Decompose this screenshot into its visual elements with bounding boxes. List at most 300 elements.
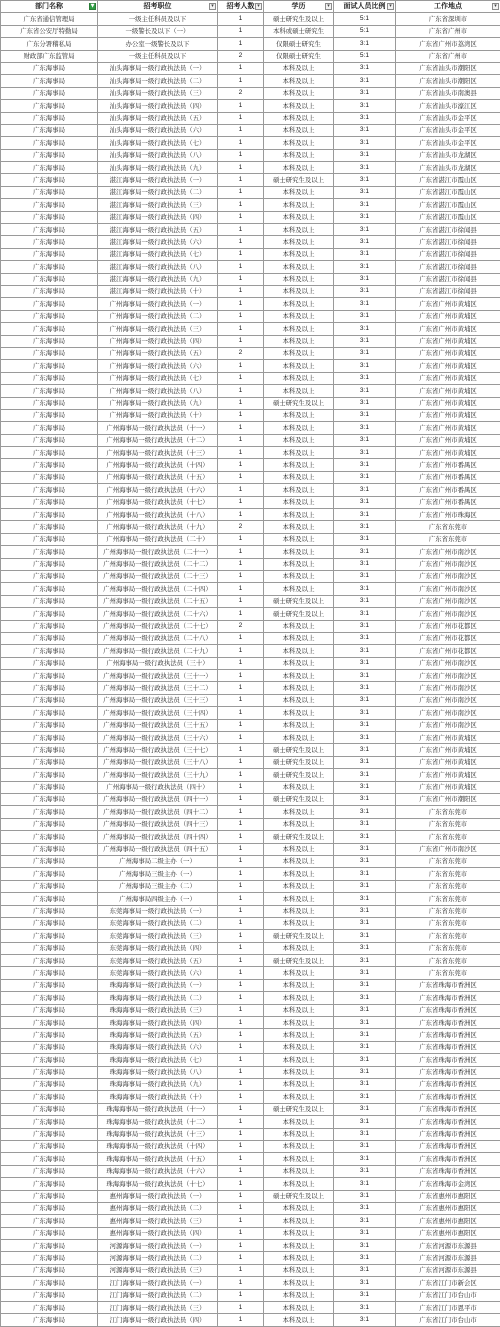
cell-department[interactable]: 广东海事局 bbox=[1, 248, 98, 260]
cell-position[interactable]: 汕头海事局一级行政执法员（五） bbox=[98, 112, 218, 124]
cell-location[interactable]: 广东省广州市黄埔区 bbox=[396, 732, 500, 744]
cell-location[interactable]: 广东省河源市东源县 bbox=[396, 1252, 500, 1264]
cell-count[interactable]: 1 bbox=[218, 880, 264, 892]
cell-location[interactable]: 广东省惠州市惠阳区 bbox=[396, 1190, 500, 1202]
cell-count[interactable]: 1 bbox=[218, 248, 264, 260]
cell-location[interactable]: 广东省广州市黄埔区 bbox=[396, 372, 500, 384]
cell-count[interactable]: 1 bbox=[218, 967, 264, 979]
cell-location[interactable]: 广东省东莞市 bbox=[396, 818, 500, 830]
cell-location[interactable]: 广东省广州市 bbox=[396, 25, 500, 37]
cell-interview-ratio[interactable]: 3:1 bbox=[334, 694, 396, 706]
cell-interview-ratio[interactable]: 3:1 bbox=[334, 1302, 396, 1314]
cell-education[interactable]: 硕士研究生及以上 bbox=[264, 955, 334, 967]
cell-position[interactable]: 广州海事局一级行政执法员（九） bbox=[98, 397, 218, 409]
cell-interview-ratio[interactable]: 5:1 bbox=[334, 50, 396, 62]
cell-interview-ratio[interactable]: 3:1 bbox=[334, 1165, 396, 1177]
cell-location[interactable]: 广东省珠海市香洲区 bbox=[396, 1091, 500, 1103]
cell-location[interactable]: 广东省东莞市 bbox=[396, 880, 500, 892]
cell-department[interactable]: 广东海事局 bbox=[1, 273, 98, 285]
cell-count[interactable]: 1 bbox=[218, 484, 264, 496]
cell-position[interactable]: 珠海海事局一级行政执法员（十六） bbox=[98, 1165, 218, 1177]
cell-count[interactable]: 1 bbox=[218, 645, 264, 657]
cell-department[interactable]: 广东海事局 bbox=[1, 236, 98, 248]
cell-department[interactable]: 广东海事局 bbox=[1, 756, 98, 768]
cell-count[interactable]: 1 bbox=[218, 992, 264, 1004]
cell-location[interactable]: 广东省东莞市 bbox=[396, 955, 500, 967]
cell-education[interactable]: 本科及以上 bbox=[264, 496, 334, 508]
cell-education[interactable]: 本科及以上 bbox=[264, 1017, 334, 1029]
cell-count[interactable]: 1 bbox=[218, 62, 264, 74]
cell-position[interactable]: 广州海事局一级行政执法员（四十二） bbox=[98, 806, 218, 818]
cell-location[interactable]: 广东省广州市珠海区 bbox=[396, 509, 500, 521]
cell-position[interactable]: 广州海事局一级行政执法员（三十八） bbox=[98, 756, 218, 768]
cell-interview-ratio[interactable]: 3:1 bbox=[334, 794, 396, 806]
cell-count[interactable]: 1 bbox=[218, 1165, 264, 1177]
cell-position[interactable]: 湛江海事局一级行政执法员（七） bbox=[98, 248, 218, 260]
cell-count[interactable]: 1 bbox=[218, 1202, 264, 1214]
cell-education[interactable]: 硕士研究生及以上 bbox=[264, 13, 334, 25]
cell-department[interactable]: 广东海事局 bbox=[1, 471, 98, 483]
cell-location[interactable]: 广东省广州市南沙区 bbox=[396, 546, 500, 558]
cell-count[interactable]: 1 bbox=[218, 13, 264, 25]
cell-education[interactable]: 本科及以上 bbox=[264, 645, 334, 657]
cell-department[interactable]: 广东海事局 bbox=[1, 298, 98, 310]
cell-interview-ratio[interactable]: 3:1 bbox=[334, 434, 396, 446]
cell-location[interactable]: 广东省汕头市金平区 bbox=[396, 124, 500, 136]
cell-department[interactable]: 广东海事局 bbox=[1, 1116, 98, 1128]
cell-position[interactable]: 东莞海事局一级行政执法员（六） bbox=[98, 967, 218, 979]
cell-interview-ratio[interactable]: 3:1 bbox=[334, 670, 396, 682]
cell-location[interactable]: 广东省珠海市香洲区 bbox=[396, 1066, 500, 1078]
cell-position[interactable]: 广州海事局一级行政执法员（二十六） bbox=[98, 608, 218, 620]
cell-count[interactable]: 1 bbox=[218, 1029, 264, 1041]
cell-department[interactable]: 广东海事局 bbox=[1, 310, 98, 322]
cell-count[interactable]: 1 bbox=[218, 732, 264, 744]
cell-interview-ratio[interactable]: 3:1 bbox=[334, 967, 396, 979]
cell-interview-ratio[interactable]: 3:1 bbox=[334, 645, 396, 657]
cell-department[interactable]: 广东海事局 bbox=[1, 211, 98, 223]
cell-position[interactable]: 广州海事局一级行政执法员（五） bbox=[98, 347, 218, 359]
cell-location[interactable]: 广东省广州市潮阳区 bbox=[396, 794, 500, 806]
cell-department[interactable]: 广东海事局 bbox=[1, 323, 98, 335]
cell-education[interactable]: 本科及以上 bbox=[264, 360, 334, 372]
cell-interview-ratio[interactable]: 3:1 bbox=[334, 806, 396, 818]
cell-count[interactable]: 1 bbox=[218, 372, 264, 384]
cell-position[interactable]: 广州海事局一级行政执法员（三十七） bbox=[98, 744, 218, 756]
cell-department[interactable]: 广东海事局 bbox=[1, 818, 98, 830]
cell-interview-ratio[interactable]: 3:1 bbox=[334, 137, 396, 149]
cell-education[interactable]: 本科及以上 bbox=[264, 1078, 334, 1090]
cell-interview-ratio[interactable]: 3:1 bbox=[334, 1289, 396, 1301]
cell-location[interactable]: 广东省珠海市香洲区 bbox=[396, 1041, 500, 1053]
cell-interview-ratio[interactable]: 3:1 bbox=[334, 546, 396, 558]
cell-location[interactable]: 广东省广州市黄埔区 bbox=[396, 360, 500, 372]
cell-education[interactable]: 硕士研究生及以上 bbox=[264, 1103, 334, 1115]
cell-position[interactable]: 广州海事局一级行政执法员（八） bbox=[98, 385, 218, 397]
cell-interview-ratio[interactable]: 3:1 bbox=[334, 893, 396, 905]
cell-location[interactable]: 广东省惠州市惠阳区 bbox=[396, 1215, 500, 1227]
cell-count[interactable]: 1 bbox=[218, 1190, 264, 1202]
cell-count[interactable]: 1 bbox=[218, 608, 264, 620]
cell-position[interactable]: 广州海事局一级行政执法员（二十） bbox=[98, 533, 218, 545]
cell-department[interactable]: 广东海事局 bbox=[1, 1029, 98, 1041]
cell-education[interactable]: 本科及以上 bbox=[264, 942, 334, 954]
cell-count[interactable]: 1 bbox=[218, 174, 264, 186]
cell-education[interactable]: 硕士研究生及以上 bbox=[264, 930, 334, 942]
cell-interview-ratio[interactable]: 3:1 bbox=[334, 1190, 396, 1202]
cell-department[interactable]: 广东海事局 bbox=[1, 149, 98, 161]
cell-education[interactable]: 本科及以上 bbox=[264, 880, 334, 892]
cell-position[interactable]: 广州海事局一级行政执法员（三十一） bbox=[98, 670, 218, 682]
cell-interview-ratio[interactable]: 3:1 bbox=[334, 261, 396, 273]
cell-department[interactable]: 广东海事局 bbox=[1, 1091, 98, 1103]
cell-location[interactable]: 广东省广州市黄埔区 bbox=[396, 434, 500, 446]
cell-interview-ratio[interactable]: 3:1 bbox=[334, 471, 396, 483]
cell-position[interactable]: 广州海事局三级主办（二） bbox=[98, 880, 218, 892]
cell-education[interactable]: 本科及以上 bbox=[264, 1252, 334, 1264]
cell-count[interactable]: 2 bbox=[218, 521, 264, 533]
cell-count[interactable]: 1 bbox=[218, 261, 264, 273]
cell-position[interactable]: 广州海事局二级主办（一） bbox=[98, 855, 218, 867]
cell-department[interactable]: 广东海事局 bbox=[1, 893, 98, 905]
cell-department[interactable]: 广东海事局 bbox=[1, 868, 98, 880]
column-header-location[interactable] bbox=[396, 1, 500, 13]
cell-department[interactable]: 广东海事局 bbox=[1, 769, 98, 781]
cell-interview-ratio[interactable]: 3:1 bbox=[334, 323, 396, 335]
cell-interview-ratio[interactable]: 3:1 bbox=[334, 100, 396, 112]
cell-education[interactable]: 本科及以上 bbox=[264, 248, 334, 260]
cell-department[interactable]: 广东海事局 bbox=[1, 682, 98, 694]
cell-interview-ratio[interactable]: 3:1 bbox=[334, 732, 396, 744]
cell-education[interactable]: 本科及以上 bbox=[264, 124, 334, 136]
cell-department[interactable]: 广东海事局 bbox=[1, 162, 98, 174]
cell-education[interactable]: 本科及以上 bbox=[264, 335, 334, 347]
cell-count[interactable]: 1 bbox=[218, 632, 264, 644]
cell-department[interactable]: 广东海事局 bbox=[1, 1041, 98, 1053]
cell-department[interactable]: 广东海事局 bbox=[1, 509, 98, 521]
cell-education[interactable]: 本科及以上 bbox=[264, 459, 334, 471]
cell-education[interactable]: 本科及以上 bbox=[264, 434, 334, 446]
cell-count[interactable]: 1 bbox=[218, 335, 264, 347]
cell-department[interactable]: 广东海事局 bbox=[1, 955, 98, 967]
cell-position[interactable]: 广州海事局一级行政执法员（二十七） bbox=[98, 620, 218, 632]
cell-location[interactable]: 广东省广州市番禺区 bbox=[396, 484, 500, 496]
cell-department[interactable]: 广东海事局 bbox=[1, 347, 98, 359]
cell-interview-ratio[interactable]: 3:1 bbox=[334, 335, 396, 347]
cell-education[interactable]: 硕士研究生及以上 bbox=[264, 794, 334, 806]
cell-location[interactable]: 广东省珠海市香洲区 bbox=[396, 979, 500, 991]
cell-education[interactable]: 本科及以上 bbox=[264, 707, 334, 719]
cell-education[interactable]: 本科及以上 bbox=[264, 868, 334, 880]
cell-position[interactable]: 东莞海事局一级行政执法员（五） bbox=[98, 955, 218, 967]
cell-interview-ratio[interactable]: 3:1 bbox=[334, 1202, 396, 1214]
cell-interview-ratio[interactable]: 3:1 bbox=[334, 657, 396, 669]
cell-interview-ratio[interactable]: 3:1 bbox=[334, 930, 396, 942]
cell-education[interactable]: 本科及以上 bbox=[264, 1165, 334, 1177]
cell-education[interactable]: 本科及以上 bbox=[264, 1240, 334, 1252]
cell-position[interactable]: 珠海海事局一级行政执法员（七） bbox=[98, 1054, 218, 1066]
cell-position[interactable]: 广州海事局三级主办（一） bbox=[98, 868, 218, 880]
cell-position[interactable]: 珠海海事局一级行政执法员（十二） bbox=[98, 1116, 218, 1128]
cell-education[interactable]: 本科及以上 bbox=[264, 149, 334, 161]
cell-education[interactable]: 硕士研究生及以上 bbox=[264, 608, 334, 620]
cell-education[interactable]: 本科及以上 bbox=[264, 1029, 334, 1041]
cell-position[interactable]: 珠海海事局一级行政执法员（十） bbox=[98, 1091, 218, 1103]
cell-count[interactable]: 1 bbox=[218, 657, 264, 669]
cell-education[interactable]: 本科及以上 bbox=[264, 732, 334, 744]
cell-location[interactable]: 广东省广州市花都区 bbox=[396, 620, 500, 632]
cell-location[interactable]: 广东省广州市番禺区 bbox=[396, 471, 500, 483]
cell-location[interactable]: 广东省珠海市香洲区 bbox=[396, 1140, 500, 1152]
cell-department[interactable]: 广东省通信管理局 bbox=[1, 13, 98, 25]
cell-interview-ratio[interactable]: 3:1 bbox=[334, 1041, 396, 1053]
cell-interview-ratio[interactable]: 3:1 bbox=[334, 372, 396, 384]
cell-department[interactable]: 广东海事局 bbox=[1, 831, 98, 843]
cell-department[interactable]: 广东海事局 bbox=[1, 694, 98, 706]
cell-position[interactable]: 广州海事局一级行政执法员（十八） bbox=[98, 509, 218, 521]
cell-interview-ratio[interactable]: 3:1 bbox=[334, 459, 396, 471]
cell-education[interactable]: 本科及以上 bbox=[264, 261, 334, 273]
cell-education[interactable]: 本科及以上 bbox=[264, 298, 334, 310]
cell-interview-ratio[interactable]: 3:1 bbox=[334, 236, 396, 248]
cell-location[interactable]: 广东省广州市番禺区 bbox=[396, 496, 500, 508]
cell-count[interactable]: 1 bbox=[218, 670, 264, 682]
cell-position[interactable]: 湛江海事局一级行政执法员（六） bbox=[98, 236, 218, 248]
cell-interview-ratio[interactable]: 3:1 bbox=[334, 174, 396, 186]
cell-position[interactable]: 广州海事局一级行政执法员（三十二） bbox=[98, 682, 218, 694]
cell-education[interactable]: 本科及以上 bbox=[264, 422, 334, 434]
cell-education[interactable]: 本科及以上 bbox=[264, 1140, 334, 1152]
filter-dropdown-icon[interactable]: ▾ bbox=[387, 3, 394, 10]
cell-position[interactable]: 珠海海事局一级行政执法员（三） bbox=[98, 1004, 218, 1016]
cell-interview-ratio[interactable]: 3:1 bbox=[334, 1066, 396, 1078]
cell-position[interactable]: 广州海事局一级行政执法员（十四） bbox=[98, 459, 218, 471]
cell-location[interactable]: 广东省湛江市霞山区 bbox=[396, 174, 500, 186]
cell-education[interactable]: 本科及以上 bbox=[264, 818, 334, 830]
cell-location[interactable]: 广东省湛江市徐闻县 bbox=[396, 248, 500, 260]
cell-location[interactable]: 广东省珠海市香洲区 bbox=[396, 1078, 500, 1090]
cell-position[interactable]: 广州海事局一级行政执法员（十） bbox=[98, 409, 218, 421]
cell-position[interactable]: 江门海事局一级行政执法员（一） bbox=[98, 1277, 218, 1289]
cell-education[interactable]: 本科及以上 bbox=[264, 917, 334, 929]
cell-count[interactable]: 1 bbox=[218, 781, 264, 793]
cell-education[interactable]: 本科及以上 bbox=[264, 75, 334, 87]
cell-count[interactable]: 1 bbox=[218, 979, 264, 991]
cell-interview-ratio[interactable]: 5:1 bbox=[334, 25, 396, 37]
cell-location[interactable]: 广东省汕头市潮阳区 bbox=[396, 75, 500, 87]
cell-location[interactable]: 广东省惠州市惠阳区 bbox=[396, 1202, 500, 1214]
cell-department[interactable]: 广东海事局 bbox=[1, 1103, 98, 1115]
cell-department[interactable]: 广东海事局 bbox=[1, 1302, 98, 1314]
cell-department[interactable]: 广东海事局 bbox=[1, 880, 98, 892]
cell-count[interactable]: 1 bbox=[218, 1017, 264, 1029]
cell-interview-ratio[interactable]: 3:1 bbox=[334, 422, 396, 434]
cell-interview-ratio[interactable]: 3:1 bbox=[334, 224, 396, 236]
cell-position[interactable]: 广州海事局四级主办（一） bbox=[98, 893, 218, 905]
cell-location[interactable]: 广东省珠海市香洲区 bbox=[396, 992, 500, 1004]
cell-department[interactable]: 广东海事局 bbox=[1, 1227, 98, 1239]
cell-department[interactable]: 广东海事局 bbox=[1, 87, 98, 99]
cell-interview-ratio[interactable]: 3:1 bbox=[334, 1128, 396, 1140]
cell-count[interactable]: 1 bbox=[218, 124, 264, 136]
cell-department[interactable]: 广东海事局 bbox=[1, 595, 98, 607]
cell-interview-ratio[interactable]: 3:1 bbox=[334, 818, 396, 830]
cell-count[interactable]: 1 bbox=[218, 806, 264, 818]
cell-count[interactable]: 1 bbox=[218, 1054, 264, 1066]
cell-count[interactable]: 1 bbox=[218, 1289, 264, 1301]
cell-location[interactable]: 广东省东莞市 bbox=[396, 967, 500, 979]
cell-department[interactable]: 广东海事局 bbox=[1, 112, 98, 124]
cell-department[interactable]: 广东海事局 bbox=[1, 781, 98, 793]
filter-dropdown-icon[interactable]: ▾ bbox=[325, 3, 332, 10]
cell-department[interactable]: 广东海事局 bbox=[1, 186, 98, 198]
cell-position[interactable]: 汕头海事局一级行政执法员（二） bbox=[98, 75, 218, 87]
cell-position[interactable]: 一级警长及以下（一） bbox=[98, 25, 218, 37]
cell-department[interactable]: 广东海事局 bbox=[1, 744, 98, 756]
cell-interview-ratio[interactable]: 3:1 bbox=[334, 855, 396, 867]
cell-location[interactable]: 广东省湛江市霞山区 bbox=[396, 211, 500, 223]
cell-interview-ratio[interactable]: 3:1 bbox=[334, 62, 396, 74]
cell-location[interactable]: 广东省珠海市香洲区 bbox=[396, 1153, 500, 1165]
cell-department[interactable]: 广东海事局 bbox=[1, 670, 98, 682]
cell-position[interactable]: 广州海事局一级行政执法员（七） bbox=[98, 372, 218, 384]
cell-interview-ratio[interactable]: 3:1 bbox=[334, 1215, 396, 1227]
cell-education[interactable]: 硕士研究生及以上 bbox=[264, 174, 334, 186]
cell-interview-ratio[interactable]: 3:1 bbox=[334, 347, 396, 359]
cell-education[interactable]: 本科及以上 bbox=[264, 781, 334, 793]
cell-department[interactable]: 广东海事局 bbox=[1, 1165, 98, 1177]
cell-location[interactable]: 广东省东莞市 bbox=[396, 533, 500, 545]
cell-interview-ratio[interactable]: 3:1 bbox=[334, 620, 396, 632]
cell-education[interactable]: 本科及以上 bbox=[264, 893, 334, 905]
cell-department[interactable]: 广东海事局 bbox=[1, 409, 98, 421]
cell-education[interactable]: 本科及以上 bbox=[264, 87, 334, 99]
cell-education[interactable]: 硕士研究生及以上 bbox=[264, 595, 334, 607]
cell-education[interactable]: 本科及以上 bbox=[264, 806, 334, 818]
filter-dropdown-icon[interactable]: ▾ bbox=[209, 3, 216, 10]
cell-count[interactable]: 1 bbox=[218, 100, 264, 112]
cell-count[interactable]: 1 bbox=[218, 1041, 264, 1053]
cell-education[interactable]: 本科及以上 bbox=[264, 186, 334, 198]
cell-position[interactable]: 广州海事局一级行政执法员（三十九） bbox=[98, 769, 218, 781]
cell-position[interactable]: 广州海事局一级行政执法员（四十五） bbox=[98, 843, 218, 855]
cell-interview-ratio[interactable]: 3:1 bbox=[334, 756, 396, 768]
cell-department[interactable]: 广东海事局 bbox=[1, 1240, 98, 1252]
cell-position[interactable]: 一级主任科员及以下 bbox=[98, 13, 218, 25]
cell-position[interactable]: 汕头海事局一级行政执法员（八） bbox=[98, 149, 218, 161]
cell-count[interactable]: 1 bbox=[218, 1066, 264, 1078]
cell-location[interactable]: 广东省广州市南沙区 bbox=[396, 583, 500, 595]
cell-location[interactable]: 广东省东莞市 bbox=[396, 831, 500, 843]
cell-location[interactable]: 广东省东莞市 bbox=[396, 521, 500, 533]
cell-position[interactable]: 广州海事局一级行政执法员（二十五） bbox=[98, 595, 218, 607]
cell-location[interactable]: 广东省珠海市香洲区 bbox=[396, 1054, 500, 1066]
cell-interview-ratio[interactable]: 3:1 bbox=[334, 632, 396, 644]
cell-location[interactable]: 广东省广州市南沙区 bbox=[396, 670, 500, 682]
cell-position[interactable]: 广州海事局一级行政执法员（二十二） bbox=[98, 558, 218, 570]
cell-position[interactable]: 广州海事局一级行政执法员（十六） bbox=[98, 484, 218, 496]
cell-education[interactable]: 本科及以上 bbox=[264, 323, 334, 335]
cell-interview-ratio[interactable]: 3:1 bbox=[334, 248, 396, 260]
cell-count[interactable]: 1 bbox=[218, 1227, 264, 1239]
cell-department[interactable]: 广东海事局 bbox=[1, 942, 98, 954]
cell-count[interactable]: 1 bbox=[218, 397, 264, 409]
cell-count[interactable]: 1 bbox=[218, 199, 264, 211]
cell-position[interactable]: 汕头海事局一级行政执法员（七） bbox=[98, 137, 218, 149]
cell-department[interactable]: 广东海事局 bbox=[1, 447, 98, 459]
column-header-position[interactable] bbox=[98, 1, 218, 13]
cell-count[interactable]: 1 bbox=[218, 1091, 264, 1103]
cell-count[interactable]: 1 bbox=[218, 447, 264, 459]
cell-location[interactable]: 广东省广州市 bbox=[396, 50, 500, 62]
cell-department[interactable]: 广东海事局 bbox=[1, 484, 98, 496]
cell-department[interactable]: 广东海事局 bbox=[1, 385, 98, 397]
cell-position[interactable]: 东莞海事局一级行政执法员（一） bbox=[98, 905, 218, 917]
cell-position[interactable]: 一级主任科员及以下 bbox=[98, 50, 218, 62]
cell-interview-ratio[interactable]: 5:1 bbox=[334, 13, 396, 25]
cell-education[interactable]: 本科及以上 bbox=[264, 719, 334, 731]
cell-count[interactable]: 1 bbox=[218, 25, 264, 37]
cell-location[interactable]: 广东省广州市黄埔区 bbox=[396, 347, 500, 359]
cell-location[interactable]: 广东省汕头市濠江区 bbox=[396, 100, 500, 112]
cell-education[interactable]: 本科及以上 bbox=[264, 1202, 334, 1214]
cell-education[interactable]: 本科及以上 bbox=[264, 1314, 334, 1326]
cell-position[interactable]: 河源海事局一级行政执法员（二） bbox=[98, 1252, 218, 1264]
cell-education[interactable]: 本科及以上 bbox=[264, 694, 334, 706]
cell-education[interactable]: 本科及以上 bbox=[264, 211, 334, 223]
cell-position[interactable]: 广州海事局一级行政执法员（四十一） bbox=[98, 794, 218, 806]
cell-count[interactable]: 1 bbox=[218, 595, 264, 607]
cell-department[interactable]: 广东海事局 bbox=[1, 843, 98, 855]
cell-position[interactable]: 珠海海事局一级行政执法员（十三） bbox=[98, 1128, 218, 1140]
cell-location[interactable]: 广东省江门市台山市 bbox=[396, 1314, 500, 1326]
cell-position[interactable]: 广州海事局一级行政执法员（三） bbox=[98, 323, 218, 335]
cell-interview-ratio[interactable]: 3:1 bbox=[334, 1264, 396, 1276]
cell-location[interactable]: 广东省汕头市金平区 bbox=[396, 137, 500, 149]
cell-count[interactable]: 1 bbox=[218, 682, 264, 694]
cell-education[interactable]: 本科及以上 bbox=[264, 905, 334, 917]
cell-location[interactable]: 广东省广州市南沙区 bbox=[396, 595, 500, 607]
cell-position[interactable]: 珠海海事局一级行政执法员（二） bbox=[98, 992, 218, 1004]
cell-count[interactable]: 2 bbox=[218, 87, 264, 99]
cell-education[interactable]: 本科及以上 bbox=[264, 558, 334, 570]
cell-position[interactable]: 湛江海事局一级行政执法员（五） bbox=[98, 224, 218, 236]
cell-education[interactable]: 本科及以上 bbox=[264, 1128, 334, 1140]
cell-location[interactable]: 广东省汕头市龙湖区 bbox=[396, 149, 500, 161]
cell-education[interactable]: 本科及以上 bbox=[264, 447, 334, 459]
cell-position[interactable]: 珠海海事局一级行政执法员（十五） bbox=[98, 1153, 218, 1165]
cell-count[interactable]: 1 bbox=[218, 385, 264, 397]
cell-education[interactable]: 仅限硕士研究生 bbox=[264, 50, 334, 62]
cell-count[interactable]: 1 bbox=[218, 236, 264, 248]
cell-education[interactable]: 本科及以上 bbox=[264, 521, 334, 533]
cell-count[interactable]: 1 bbox=[218, 1277, 264, 1289]
cell-location[interactable]: 广东省惠州市惠阳区 bbox=[396, 1227, 500, 1239]
cell-education[interactable]: 本科及以上 bbox=[264, 347, 334, 359]
cell-location[interactable]: 广东省河源市东源县 bbox=[396, 1240, 500, 1252]
cell-position[interactable]: 广州海事局一级行政执法员（四十四） bbox=[98, 831, 218, 843]
cell-location[interactable]: 广东省广州市黄埔区 bbox=[396, 769, 500, 781]
cell-count[interactable]: 1 bbox=[218, 409, 264, 421]
cell-location[interactable]: 广东省珠海市香洲区 bbox=[396, 1116, 500, 1128]
cell-position[interactable]: 广州海事局一级行政执法员（二十八） bbox=[98, 632, 218, 644]
column-header-education[interactable] bbox=[264, 1, 334, 13]
cell-count[interactable]: 1 bbox=[218, 459, 264, 471]
cell-position[interactable]: 广州海事局一级行政执法员（二十三） bbox=[98, 570, 218, 582]
cell-location[interactable]: 广东省东莞市 bbox=[396, 930, 500, 942]
cell-count[interactable]: 1 bbox=[218, 298, 264, 310]
cell-count[interactable]: 1 bbox=[218, 942, 264, 954]
